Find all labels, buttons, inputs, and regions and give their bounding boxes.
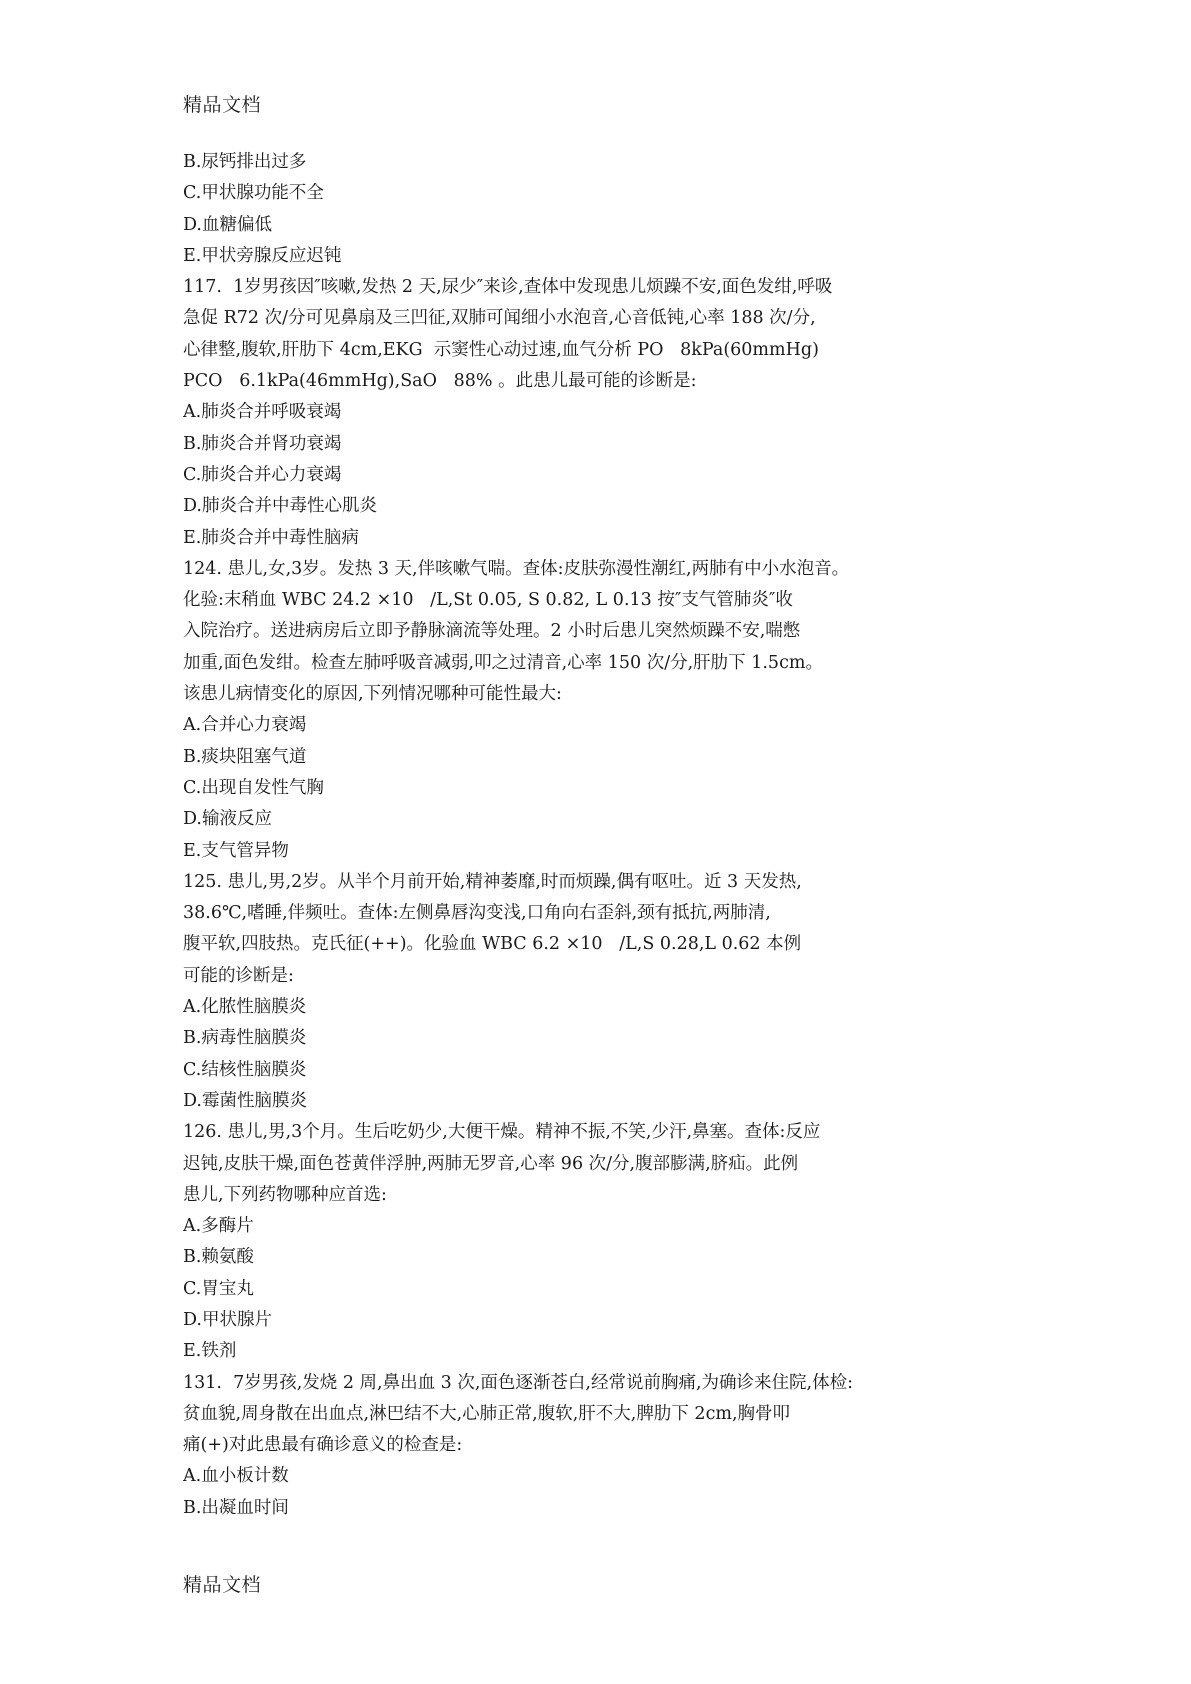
option-b: B.痰块阻塞气道 <box>183 746 307 767</box>
document-body <box>183 147 1003 1524</box>
text-line: C.甲状腺功能不全 <box>183 183 324 204</box>
option-e: E.肺炎合并中毒性脑病 <box>183 527 359 548</box>
option-c: C.胃宝丸 <box>183 1278 254 1299</box>
text-line: 急促 R72 次/分可见鼻扇及三凹征,双肺可闻细小水泡音,心音低钝,心率 188 次/分, <box>183 308 816 329</box>
text-line: 38.6℃,嗜睡,伴频吐。查体:左侧鼻唇沟变浅,口角向右歪斜,颈有抵抗,两肺清, <box>183 903 771 924</box>
text-line: 该患儿病情变化的原因,下列情况哪种可能性最大: <box>183 684 562 705</box>
page-footer: 精品文档 <box>183 1574 262 1596</box>
option-a: A.血小板计数 <box>183 1466 289 1487</box>
option-b: B.出凝血时间 <box>183 1497 289 1518</box>
option-e: E.支气管异物 <box>183 840 289 861</box>
question-117-stem: 117. 1岁男孩因″咳嗽,发热 2 天,尿少″来诊,查体中发现患儿烦躁不安,面色发绀,呼吸 <box>183 277 833 298</box>
text-line: 迟钝,皮肤干燥,面色苍黄伴浮肿,两肺无罗音,心率 96 次/分,腹部膨满,脐疝。此例 <box>183 1153 799 1174</box>
question-126-stem: 126. 患儿,男,3个月。生后吃奶少,大便干燥。精神不振,不笑,少汗,鼻塞。查体:反应 <box>183 1122 821 1143</box>
option-c: C.结核性脑膜炎 <box>183 1059 307 1080</box>
text-line: 痛(+)对此患最有确诊意义的检查是: <box>183 1435 463 1456</box>
text-line: 贫血貌,周身散在出血点,淋巴结不大,心肺正常,腹软,肝不大,脾肋下 2cm,胸骨叩 <box>183 1403 791 1424</box>
option-a: A.合并心力衰竭 <box>183 715 307 736</box>
question-131-stem: 131. 7岁男孩,发烧 2 周,鼻出血 3 次,面色逐渐苍白,经常说前胸痛,为确诊来住院,体检: <box>183 1372 854 1393</box>
text-line: PCO 6.1kPa(46mmHg),SaO 88% 。此患儿最可能的诊断是: <box>183 371 697 392</box>
text-line: 可能的诊断是: <box>183 965 294 986</box>
text-line: 心律整,腹软,肝肋下 4cm,EKG 示窦性心动过速,血气分析 PO 8kPa(60mmHg) <box>183 339 819 360</box>
option-d: D.霉菌性脑膜炎 <box>183 1090 307 1111</box>
option-b: B.肺炎合并肾功衰竭 <box>183 433 342 454</box>
text-line: D.血糖偏低 <box>183 214 272 235</box>
option-b: B.病毒性脑膜炎 <box>183 1028 307 1049</box>
question-124-stem: 124. 患儿,女,3岁。发热 3 天,伴咳嗽气喘。查体:皮肤弥漫性潮红,两肺有中小水泡音。 <box>183 558 850 579</box>
text-line: 患儿,下列药物哪种应首选: <box>183 1184 387 1205</box>
option-b: B.赖氨酸 <box>183 1247 254 1268</box>
option-a: A.肺炎合并呼吸衰竭 <box>183 402 342 423</box>
text-line: 腹平软,四肢热。克氏征(++)。化验血 WBC 6.2 ×10 /L,S 0.28,L 0.62 本例 <box>183 934 802 955</box>
text-line: 加重,面色发绀。检查左肺呼吸音减弱,叩之过清音,心率 150 次/分,肝肋下 1.5cm。 <box>183 652 823 673</box>
option-d: D.肺炎合并中毒性心肌炎 <box>183 496 377 517</box>
text-line: 化验:末稍血 WBC 24.2 ×10 /L,St 0.05, S 0.82, L 0.13 按″支气管肺炎″收 <box>183 590 793 611</box>
option-a: A.化脓性脑膜炎 <box>183 997 307 1018</box>
option-d: D.甲状腺片 <box>183 1309 272 1330</box>
text-line: E.甲状旁腺反应迟钝 <box>183 245 342 266</box>
text-line: 入院治疗。送进病房后立即予静脉滴流等处理。2 小时后患儿突然烦躁不安,喘憋 <box>183 621 801 642</box>
question-125-stem: 125. 患儿,男,2岁。从半个月前开始,精神萎靡,时而烦躁,偶有呕吐。近 3 天发热, <box>183 871 802 892</box>
option-e: E.铁剂 <box>183 1341 237 1362</box>
option-c: C.肺炎合并心力衰竭 <box>183 464 342 485</box>
option-d: D.输液反应 <box>183 809 272 830</box>
page-header: 精品文档 <box>183 94 262 116</box>
option-a: A.多酶片 <box>183 1216 254 1237</box>
option-c: C.出现自发性气胸 <box>183 777 324 798</box>
text-line: B.尿钙排出过多 <box>183 152 307 172</box>
